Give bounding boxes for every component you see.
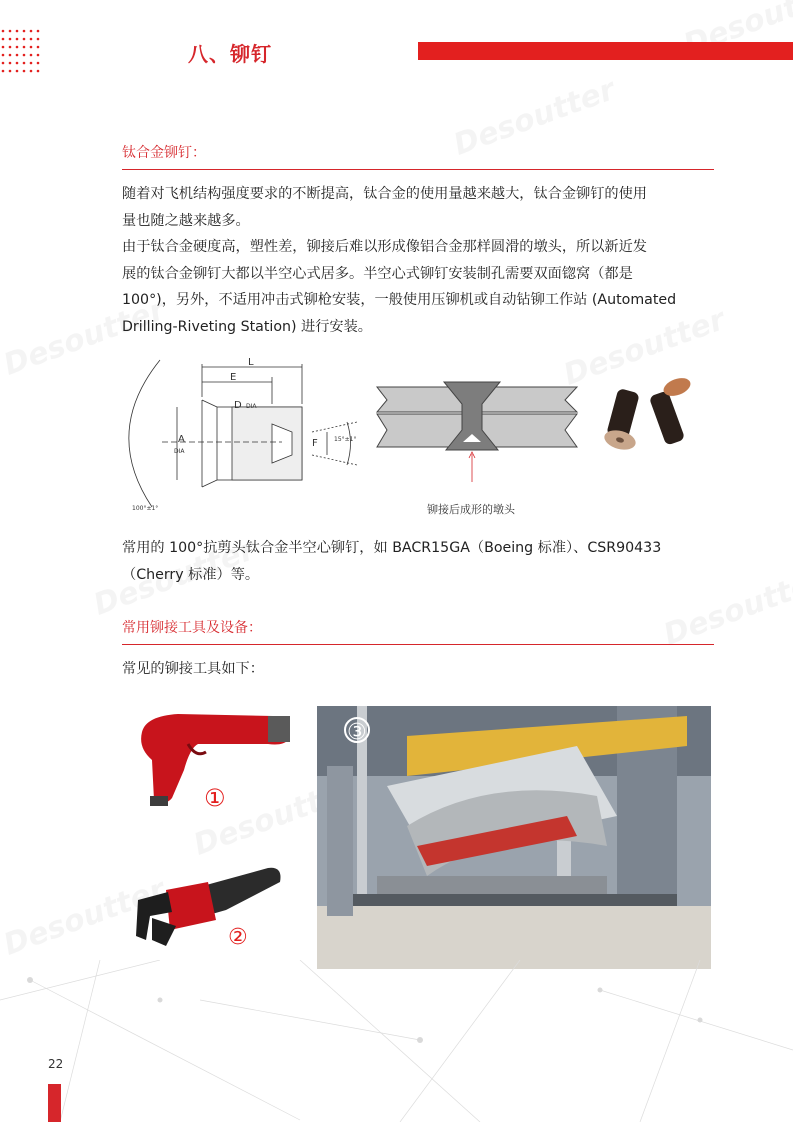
tool-marker-3: ③	[347, 720, 367, 745]
decorative-dot-grid	[0, 28, 40, 80]
dim-label-A-sub: DIA	[174, 448, 185, 455]
titanium-rivet-photo	[602, 375, 693, 453]
tools-intro-text: 常见的铆接工具如下：	[122, 661, 264, 677]
paragraph-rivet-standards	[122, 535, 716, 588]
text-line: 随着对飞机结构强度要求的不断提高，钛合金的使用量越来越大，钛合金铆钉的使用	[122, 186, 647, 202]
diagram-caption: 铆接后成形的墩头	[427, 503, 515, 516]
paragraph-intro	[122, 181, 716, 340]
dim-label-D-sub: DIA	[246, 403, 257, 410]
tool-marker-1: ①	[204, 784, 226, 812]
dim-label-F: F	[312, 438, 318, 449]
text-line: 常用的 100°抗剪头钛合金半空心铆钉，如 BACR15GA（Boeing 标准）、CSR90433	[122, 540, 662, 556]
dim-label-E: E	[230, 372, 237, 383]
title-accent-bar	[418, 42, 793, 60]
dim-label-100deg: 100°±1°	[132, 505, 159, 512]
section-divider	[122, 169, 714, 170]
dim-label-15deg: 15°±1°	[334, 436, 357, 443]
dim-label-D: D	[234, 400, 242, 411]
dim-label-L: L	[248, 357, 254, 368]
automated-riveting-station-photo	[317, 706, 711, 969]
text-line: （Cherry 标准）等。	[122, 566, 260, 583]
rivet-diagram	[122, 352, 722, 524]
section-heading-riveting-tools: 常用铆接工具及设备：	[122, 620, 262, 636]
rivet-gun-photo	[128, 700, 298, 818]
text-line: 量也随之越来越多。	[122, 212, 250, 229]
tool-marker-2: ②	[228, 925, 248, 950]
decorative-network-background	[0, 960, 793, 1122]
rivet-squeezer-photo	[128, 860, 288, 960]
page-title: 八、铆钉	[188, 42, 272, 66]
section-heading-titanium-rivets: 钛合金铆钉：	[122, 145, 206, 161]
watermark	[449, 72, 620, 163]
installed-rivet-cross-section	[377, 382, 577, 482]
text-line: 由于钛合金硬度高，塑性差，铆接后难以形成像铝合金那样圆滑的墩头，所以新近发	[122, 239, 647, 255]
rivet-dimension-drawing	[129, 360, 357, 507]
dim-label-A: A	[178, 434, 185, 445]
page-number: 22	[48, 1057, 64, 1071]
text-line: 展的钛合金铆钉大都以半空心式居多。半空心式铆钉安装制孔需要双面锪窝（都是	[122, 265, 633, 282]
section-divider	[122, 644, 714, 645]
text-line: 100°)，另外，不适用冲击式铆枪安装，一般使用压铆机或自动钻铆工作站 (Automated	[122, 292, 677, 308]
text-line: Drilling-Riveting Station) 进行安装。	[122, 318, 372, 335]
page-number-accent-bar	[48, 1084, 61, 1122]
